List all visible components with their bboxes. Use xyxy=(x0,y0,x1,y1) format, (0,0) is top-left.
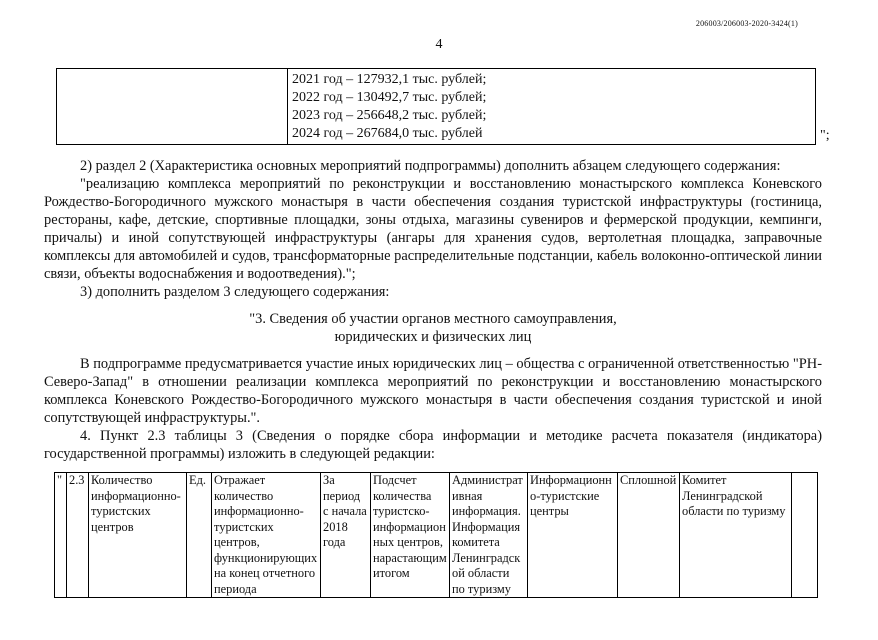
funding-table xyxy=(56,68,816,145)
section-heading-line2: юридических и физических лиц xyxy=(334,329,532,345)
funding-table-values-cell xyxy=(288,69,816,145)
table-cell-responsible: Комитет Ленинградской области по туризму xyxy=(680,473,792,598)
table-cell-description: Отражает количество информационно-туристских центров, функционирующих на конец отчетного периода xyxy=(212,473,321,598)
funding-row-2023: 2023 год – 256648,2 тыс. рублей; xyxy=(292,108,487,123)
funding-row-2022: 2022 год – 130492,7 тыс. рублей; xyxy=(292,90,487,105)
table-cell-indicator: Количество информационно-туристских центров xyxy=(89,473,187,598)
section-heading-line1: "3. Сведения об участии органов местного самоуправления, xyxy=(249,311,617,327)
paragraph-participation: В подпрограмме предусматривается участие иных юридических лиц – общества с ограниченной ответственностью "РН-Северо-Запад" в отношении реализации комплекса мероприятий по реконструкции и восстановлению монастырского комплекса Коневского Рождество-Богородичного мужского монастыря в части обеспечения создания туристской и иной сопутствующей инфраструктуры.". xyxy=(44,356,822,426)
table-cell-coverage: Сплошной xyxy=(618,473,680,598)
document-body xyxy=(44,157,822,463)
paragraph-section-3: 3) дополнить разделом 3 следующего содержания: xyxy=(80,284,390,300)
table-cell-period: За период с начала 2018 года xyxy=(321,473,371,598)
table-cell-method: Подсчет количества туристско-информационных центров, нарастающим итогом xyxy=(371,473,450,598)
table-cell-object: Информационно-туристские центры xyxy=(528,473,618,598)
table-cell-source: Административная информация. Информация комитета Ленинградской области по туризму xyxy=(450,473,528,598)
table-row xyxy=(55,473,818,598)
closing-quote: "; xyxy=(820,128,830,143)
table-cell-empty xyxy=(792,473,818,598)
funding-table-label-cell xyxy=(57,69,288,145)
table-cell-quote: " xyxy=(55,473,67,598)
table-cell-unit: Ед. xyxy=(187,473,212,598)
funding-row-2024: 2024 год – 267684,0 тыс. рублей xyxy=(292,126,483,141)
funding-row-2021: 2021 год – 127932,1 тыс. рублей; xyxy=(292,72,487,87)
paragraph-item-4: 4. Пункт 2.3 таблицы 3 (Сведения о порядке сбора информации и методике расчета показателя (индикатора) государственной программы) изложить в следующей редакции: xyxy=(44,428,822,462)
page-number: 4 xyxy=(435,37,443,52)
paragraph-insert-text: "реализацию комплекса мероприятий по реконструкции и восстановлению монастырского комплекса Коневского Рождество-Богородичного мужского монастыря в части обеспечения создания туристской инфраструктуры (гостиница, рестораны, кафе, детские, спортивные площадки, зоны отдыха, магазины сувениров и фермерской продукции, кемпинги, причалы) и иной сопутствующей инфраструктуры (ангары для хранения судов, вертолетная площадка, заправочные комплексы для автомобилей и судов, трансформаторные распределительные подстанции, кабель волоконно-оптической линии связи, объекты водоснабжения и водоотведения)."; xyxy=(44,176,822,282)
table-cell-number: 2.3 xyxy=(67,473,89,598)
paragraph-section-2: 2) раздел 2 (Характеристика основных мероприятий подпрограммы) дополнить абзацем следующего содержания: xyxy=(80,158,781,174)
document-id: 206003/206003-2020-3424(1) xyxy=(695,19,798,28)
indicator-table xyxy=(54,472,818,598)
